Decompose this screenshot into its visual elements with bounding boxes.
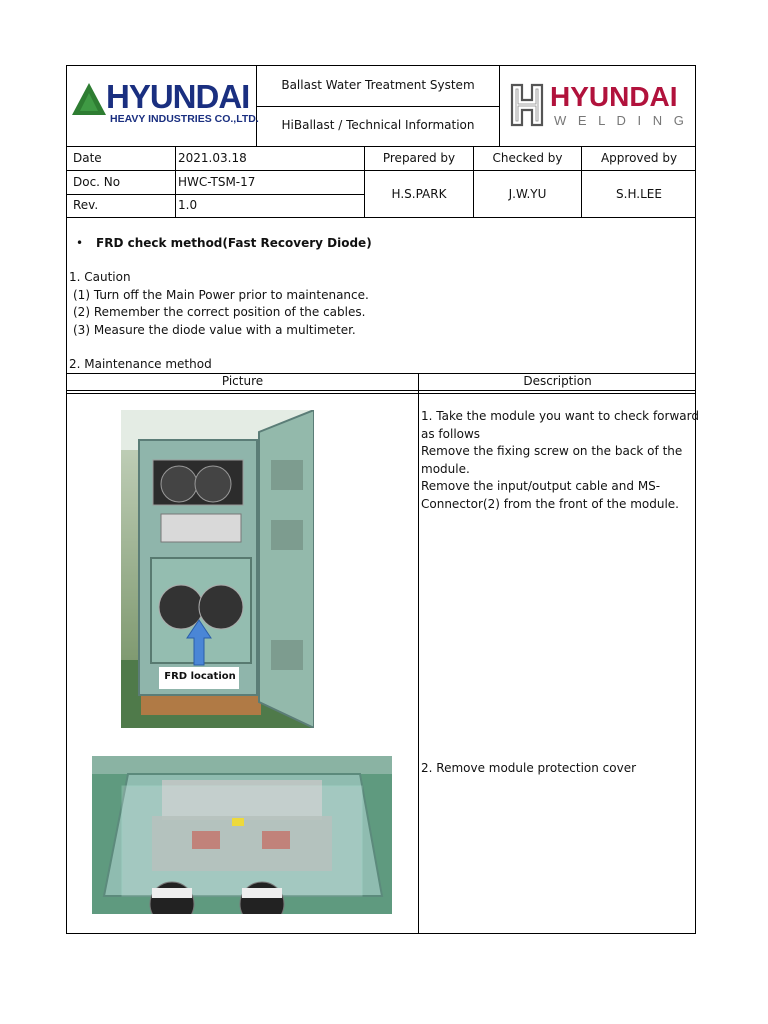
heading-bullet: • — [76, 236, 84, 250]
document-title: HiBallast / Technical Information — [281, 118, 475, 132]
table-header-line-2 — [67, 393, 696, 394]
cabinet-photo — [121, 410, 314, 728]
header-title-divider — [256, 106, 499, 107]
col-description-header: Description — [523, 374, 592, 388]
header-bottom-line — [67, 146, 696, 147]
method-title: 2. Maintenance method — [69, 357, 212, 371]
hyundai-welding-sub: W E L D I N G — [554, 113, 688, 128]
info-row-line-1 — [67, 170, 696, 171]
caution-item-1: (1) Turn off the Main Power prior to maintenance. — [73, 288, 369, 302]
rev-value: 1.0 — [178, 198, 198, 212]
welding-emblem-icon — [508, 82, 546, 128]
col-picture-header: Picture — [221, 374, 264, 388]
date-label: Date — [73, 151, 102, 165]
date-value: 2021.03.18 — [178, 151, 247, 165]
hyundai-heavy-sub: HEAVY INDUSTRIES CO.,LTD. — [110, 113, 259, 125]
step1-line-2: as follows — [421, 427, 481, 441]
system-title: Ballast Water Treatment System — [281, 78, 475, 92]
approved-by-label: Approved by — [600, 151, 678, 165]
caution-title: 1. Caution — [69, 270, 131, 284]
docno-label: Doc. No — [73, 175, 121, 189]
step1-line-1: 1. Take the module you want to check forward — [421, 409, 699, 423]
section-heading: FRD check method(Fast Recovery Diode) — [96, 236, 372, 250]
info-col-1 — [175, 146, 176, 217]
step1-line-4: module. — [421, 462, 470, 476]
triangle-logo-icon — [72, 83, 106, 115]
header-divider-right — [499, 66, 500, 146]
info-row-line-2 — [67, 194, 364, 195]
step2-text: 2. Remove module protection cover — [421, 761, 637, 775]
table-col-divider — [418, 373, 419, 934]
checked-by-label: Checked by — [492, 151, 563, 165]
table-header-line-1 — [67, 390, 696, 391]
docno-value: HWC-TSM-17 — [178, 175, 256, 189]
checked-by-value: J.W.YU — [508, 187, 547, 201]
step1-line-3: Remove the fixing screw on the back of the — [421, 444, 683, 458]
step1-line-6: Connector(2) from the front of the module. — [421, 497, 679, 511]
prepared-by-label: Prepared by — [382, 151, 456, 165]
frd-location-label: FRD location — [164, 671, 236, 682]
hyundai-heavy-brand: HYUNDAI — [106, 78, 250, 115]
caution-item-2: (2) Remember the correct position of the cables. — [73, 305, 366, 319]
step1-line-5: Remove the input/output cable and MS- — [421, 479, 661, 493]
module-photo — [92, 756, 392, 914]
rev-label: Rev. — [73, 198, 99, 212]
prepared-by-value: H.S.PARK — [391, 187, 447, 201]
approved-by-value: S.H.LEE — [616, 187, 662, 201]
hyundai-welding-brand: HYUNDAI — [550, 81, 678, 112]
info-bottom-line — [67, 217, 696, 218]
hyundai-welding-logo — [508, 82, 688, 132]
hyundai-heavy-logo — [72, 78, 259, 130]
module-photo-drawing — [92, 756, 392, 914]
caution-item-3: (3) Measure the diode value with a multimeter. — [73, 323, 356, 337]
